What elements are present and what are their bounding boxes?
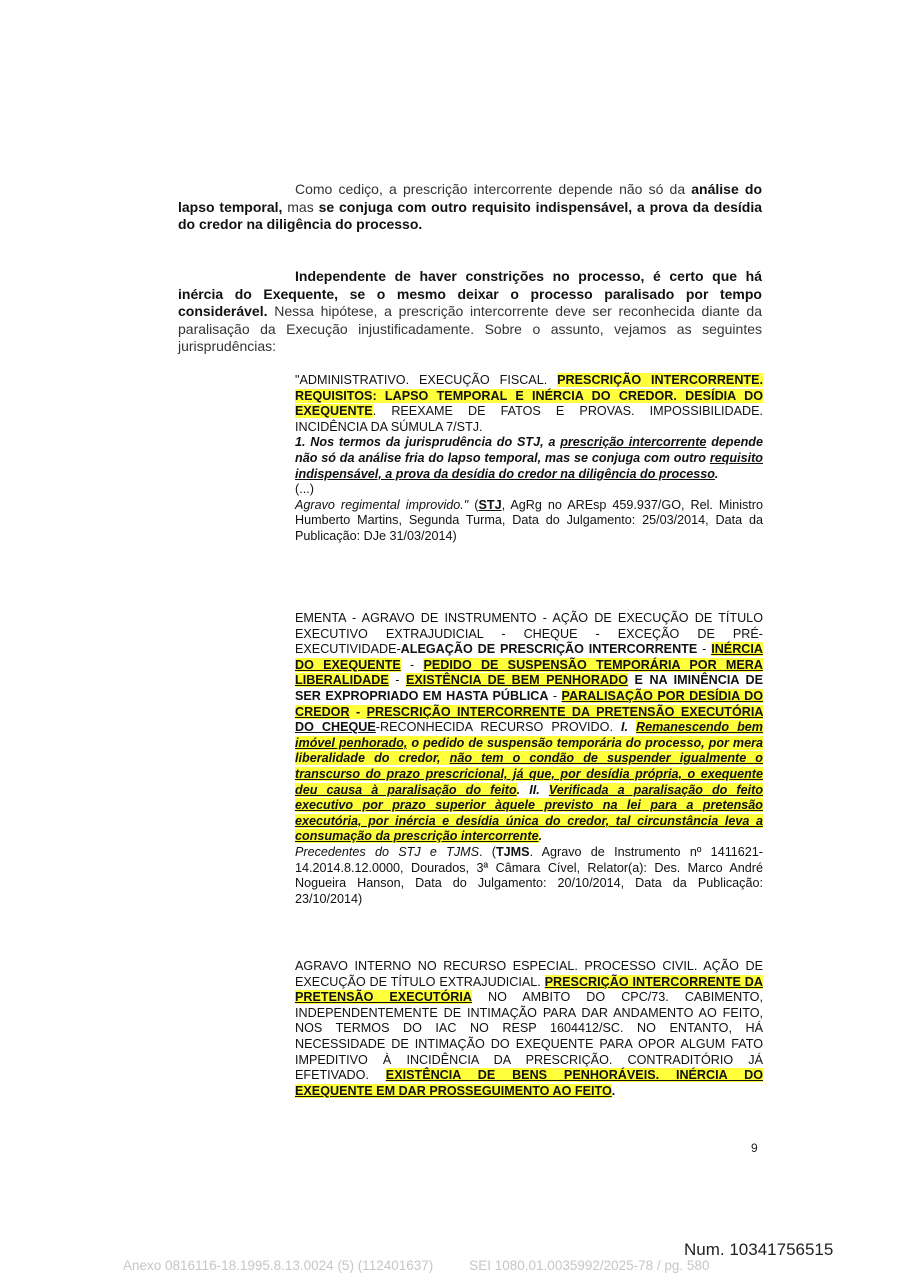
page-number: 9 (751, 1141, 758, 1155)
quote2-citation: . Agravo de Instrumento nº 1411621-14.2014.8.12.0000, Dourados, 3ª Câmara Cível, Relator(a): Des. Marco André Nogueira Hanson, Data do Julgamento: 20/10/2014, Data da Publicação: 23/10/2014) (295, 844, 763, 906)
jurisprudence-quote-agravo (295, 959, 763, 1099)
quote1-underlined: requisito indispensável, a prova da desídia do credor na diligência do processo (295, 450, 763, 481)
quote2-highlight: o pedido de suspensão temporária do processo, por mera liberalidade do credor, (295, 735, 763, 766)
quote2-text: - (388, 673, 406, 688)
quote2-bold-italic: . (516, 782, 530, 797)
quote2-italic: Precedentes do STJ e TJMS (295, 844, 480, 859)
quote2-highlight: Verificada a paralisação do feito executivo por prazo superior àquele previsto na lei para a pretensão executória, por inércia e desídia única do credor, tal circunstância leva a consumação da prescrição intercorrente (295, 782, 764, 844)
quote2-highlight: PRESCRIÇÃO INTERCORRENTE DA PRETENSÃO EXECUTÓRIA (366, 704, 763, 719)
quote2-text: EMENTA - AGRAVO DE INSTRUMENTO - AÇÃO DE EXECUÇÃO DE TÍTULO EXECUTIVO EXTRAJUDICIAL - CHEQUE - EXCEÇÃO DE PRÉ-EXECUTIVIDADE- (295, 611, 763, 657)
paragraph-prescricao (178, 181, 762, 234)
quote2-bold-italic: I. (620, 720, 636, 735)
quote2-highlight: INÉRCIA DO EXEQUENTE (295, 642, 763, 672)
quote1-underlined: prescrição intercorrente (560, 435, 707, 450)
quote3-text: AGRAVO INTERNO NO RECURSO ESPECIAL. PROCESSO CIVIL. AÇÃO DE EXECUÇÃO DE TÍTULO EXTRAJUDICIAL. (295, 959, 763, 989)
quote2-bold-italic: II. (529, 782, 549, 797)
quote2-text: - (697, 642, 712, 657)
paragraph1-text-2: mas (282, 198, 319, 215)
quote3-text: NO AMBITO DO CPC/73. CABIMENTO, INDEPENDENTEMENTE DE INTIMAÇÃO PARA DAR ANDAMENTO AO FEITO, NOS TERMOS DO IAC NO RESP 1604412/SC. NO ENTANTO, HÁ NECESSIDADE DE INTIMAÇÃO DO EXEQUENTE PARA OPOR ALGUM FATO IMPEDITIVO À INCIDÊNCIA DA PRESCRIÇÃO. CONTRADITÓRIO JÁ EFETIVADO. (295, 990, 763, 1083)
quote2-highlight: não tem o condão de suspender igualmente o transcurso do prazo prescricional, já que, por desídia própria, o exequente deu causa à paralisação do feito (295, 751, 764, 797)
footer-watermark (123, 1258, 745, 1273)
quote1-text: ( (468, 497, 479, 512)
paragraph2-bold: Independente de haver constrições no processo, é certo que há inércia do Exequente, se o mesmo deixar o processo paralisado por tempo considerável. (178, 268, 762, 320)
quote2-bold: DO CHEQUE (295, 720, 376, 735)
quote3-text: . (611, 1083, 616, 1098)
quote3-highlight: PRESCRIÇÃO INTERCORRENTE DA PRETENSÃO EXECUTÓRIA (295, 974, 763, 1005)
quote2-text: . ( (479, 844, 496, 859)
quote1-bold-italic: . (714, 466, 719, 481)
quote1-bold-italic: 1. Nos termos da jurisprudência do STJ, a (295, 435, 561, 450)
quote2-bold-italic: . (538, 829, 543, 844)
paragraph2-text: Nessa hipótese, a prescrição intercorrente deve ser reconhecida diante da paralisação da Execução injustificadamente. Sobre o assunto, vejamos as seguintes jurisprudências: (178, 303, 762, 355)
quote2-text: - (548, 688, 562, 703)
quote2-text: - (400, 657, 424, 672)
paragraph1-bold-2: se conjuga com outro requisito indispensável, a prova da desídia do credor na diligência do processo. (178, 198, 763, 233)
quote3-highlight: EXISTÊNCIA DE BENS PENHORÁVEIS. INÉRCIA DO EXEQUENTE EM DAR PROSSEGUIMENTO AO FEITO (295, 1068, 763, 1098)
quote2-highlight: - (349, 704, 367, 719)
quote2-highlight: Remanescendo bem imóvel penhorado, (295, 720, 763, 750)
jurisprudence-quote-tjms (295, 611, 763, 907)
quote1-text: "ADMINISTRATIVO. EXECUÇÃO FISCAL. (295, 373, 558, 387)
quote2-text: -RECONHECIDA RECURSO PROVIDO. (375, 720, 621, 735)
quote1-court: STJ (478, 497, 502, 512)
quote2-highlight: PEDIDO DE SUSPENSÃO TEMPORÁRIA POR MERA LIBERALIDADE (295, 657, 763, 688)
quote2-bold: E NA IMINÊNCIA DE SER EXPROPRIADO EM HASTA PÚBLICA (295, 673, 763, 703)
quote2-court: TJMS (495, 844, 530, 859)
footer-sei: SEI 1080.01.0035992/2025-78 / pg. 580 (469, 1258, 710, 1273)
quote1-highlight: PRESCRIÇÃO INTERCORRENTE. REQUISITOS: LAPSO TEMPORAL E INÉRCIA DO CREDOR. DESÍDIA DO EXEQUENTE (295, 373, 764, 419)
quote1-citation: , AgRg no AREsp 459.937/GO, Rel. Ministro Humberto Martins, Segunda Turma, Data do Julgamento: 25/03/2014, Data da Publicação: DJe 31/03/2014) (295, 497, 764, 543)
quote1-italic: Agravo regimental improvido." (295, 497, 469, 512)
footer-annex: Anexo 0816116-18.1995.8.13.0024 (5) (112401637) (123, 1258, 434, 1273)
quote2-bold: ALEGAÇÃO DE PRESCRIÇÃO INTERCORRENTE (400, 642, 698, 657)
document-number: Num. 10341756515 (684, 1240, 834, 1259)
quote2-highlight: PARALISAÇÃO POR DESÍDIA DO CREDOR (295, 688, 764, 719)
jurisprudence-quote-stj (295, 373, 763, 545)
paragraph-inercia (178, 268, 762, 356)
paragraph1-bold-1: análise do lapso temporal, (178, 181, 762, 215)
quote1-text: . REEXAME DE FATOS E PROVAS. IMPOSSIBILIDADE. INCIDÊNCIA DA SÚMULA 7/STJ. (295, 404, 763, 434)
paragraph1-text-1: Como cediço, a prescrição intercorrente depende não só da (295, 181, 692, 197)
quote1-ellipsis: (...) (295, 482, 314, 497)
quote1-bold-italic: depende não só da análise fria do lapso temporal, mas se conjuga com outro (295, 435, 763, 465)
quote2-highlight: EXISTÊNCIA DE BEM PENHORADO (406, 673, 629, 688)
